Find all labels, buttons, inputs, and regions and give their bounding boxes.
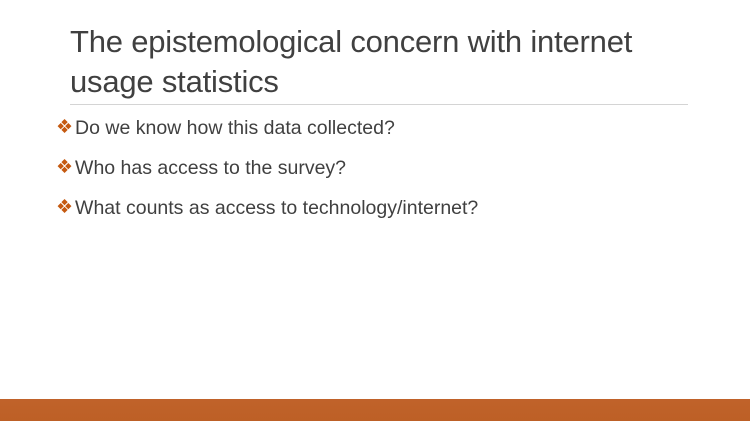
title-block [70,22,690,101]
diamond-bullet-icon: ❖ [56,157,74,178]
list-item [56,154,696,182]
list-item-label: Who has access to the survey? [75,157,347,179]
list-item-label: Do we know how this data collected? [75,117,395,139]
list-item [56,114,696,142]
title-divider [70,104,688,105]
diamond-bullet-icon: ❖ [56,197,74,218]
page-title: The epistemological concern with internet usage statistics [70,24,633,99]
footer-accent-bar-fill [0,399,750,421]
footer-accent-bar [0,399,750,421]
list-item [56,194,696,222]
bullet-list [56,114,696,234]
diamond-bullet-icon: ❖ [56,117,74,138]
list-item-label: What counts as access to technology/internet? [75,197,479,219]
